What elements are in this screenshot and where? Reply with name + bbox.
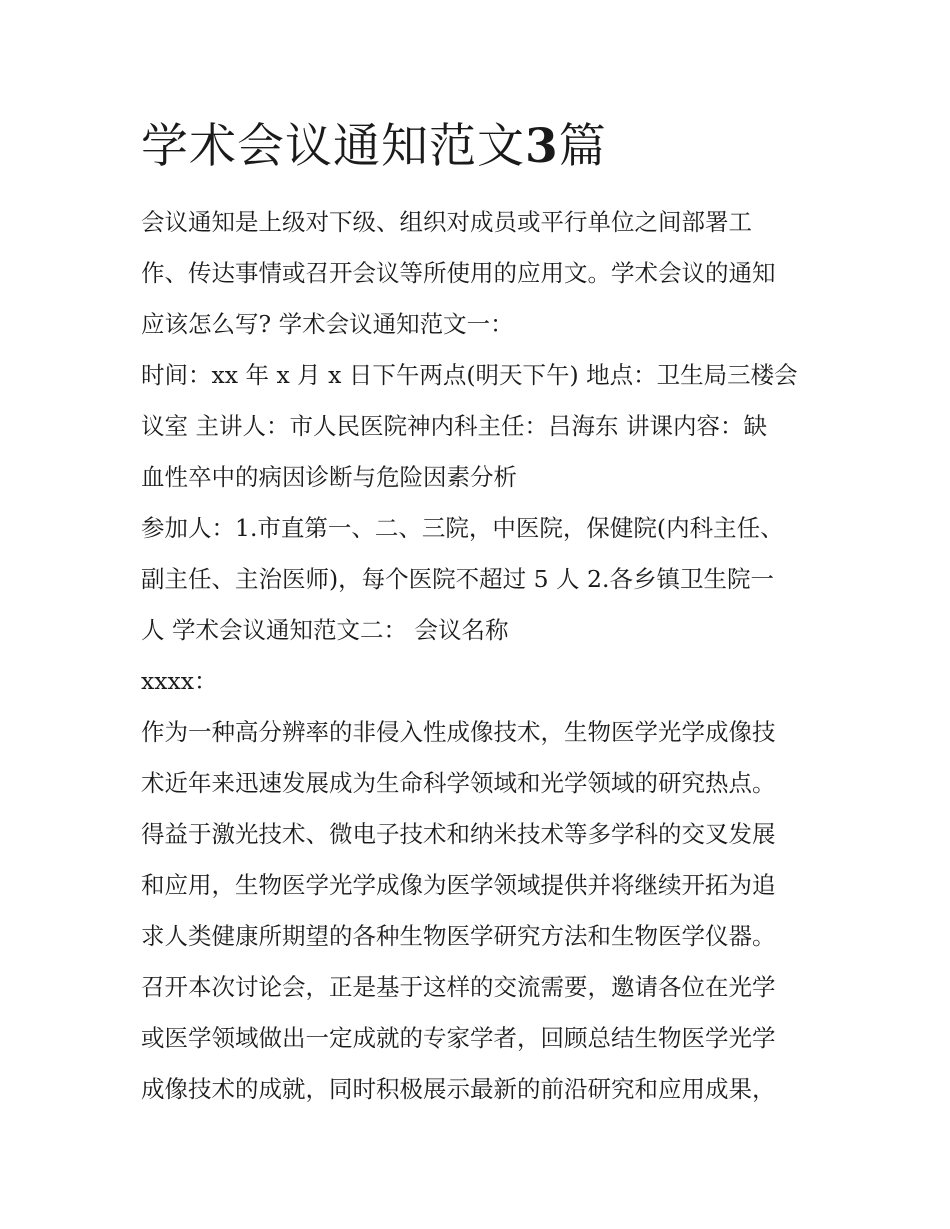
body-line: 或医学领域做出一定成就的专家学者，回顾总结生物医学光学	[141, 1024, 776, 1052]
body-line: 作为一种高分辨率的非侵入性成像技术，生物医学光学成像技	[141, 718, 776, 746]
body-line: 求人类健康所期望的各种生物医学研究方法和生物医学仪器。	[141, 922, 776, 950]
body-line: 会议通知是上级对下级、组织对成员或平行单位之间部署工	[141, 208, 752, 236]
body-line: 成像技术的成就，同时积极展示最新的前沿研究和应用成果，	[141, 1075, 776, 1103]
body-line: 人 学术会议通知范文二： 会议名称	[141, 616, 509, 644]
body-line: 术近年来迅速发展成为生命科学领域和光学领域的研究热点。	[141, 769, 776, 797]
body-line: 副主任、主治医师)，每个医院不超过 5 人 2.各乡镇卫生院一	[141, 565, 774, 593]
body-line: 召开本次讨论会，正是基于这样的交流需要，邀请各位在光学	[141, 973, 776, 1001]
body-line: 应该怎么写? 学术会议通知范文一：	[141, 310, 514, 338]
body-line: 参加人：1.市直第一、二、三院，中医院，保健院(内科主任、	[141, 514, 784, 542]
body-line: 作、传达事情或召开会议等所使用的应用文。学术会议的通知	[141, 259, 776, 287]
body-line: 和应用，生物医学光学成像为医学领域提供并将继续开拓为追	[141, 871, 776, 899]
body-line: 议室 主讲人：市人民医院神内科主任：吕海东 讲课内容：缺	[141, 412, 767, 440]
body-line: 血性卒中的病因诊断与危险因素分析	[141, 463, 517, 491]
body-line: 时间：xx 年 x 月 x 日下午两点(明天下午) 地点：卫生局三楼会	[141, 361, 798, 389]
body-line: 得益于激光技术、微电子技术和纳米技术等多学科的交叉发展	[141, 820, 776, 848]
document-title: 学术会议通知范文3篇	[141, 119, 607, 174]
body-line: xxxx：	[141, 667, 218, 695]
